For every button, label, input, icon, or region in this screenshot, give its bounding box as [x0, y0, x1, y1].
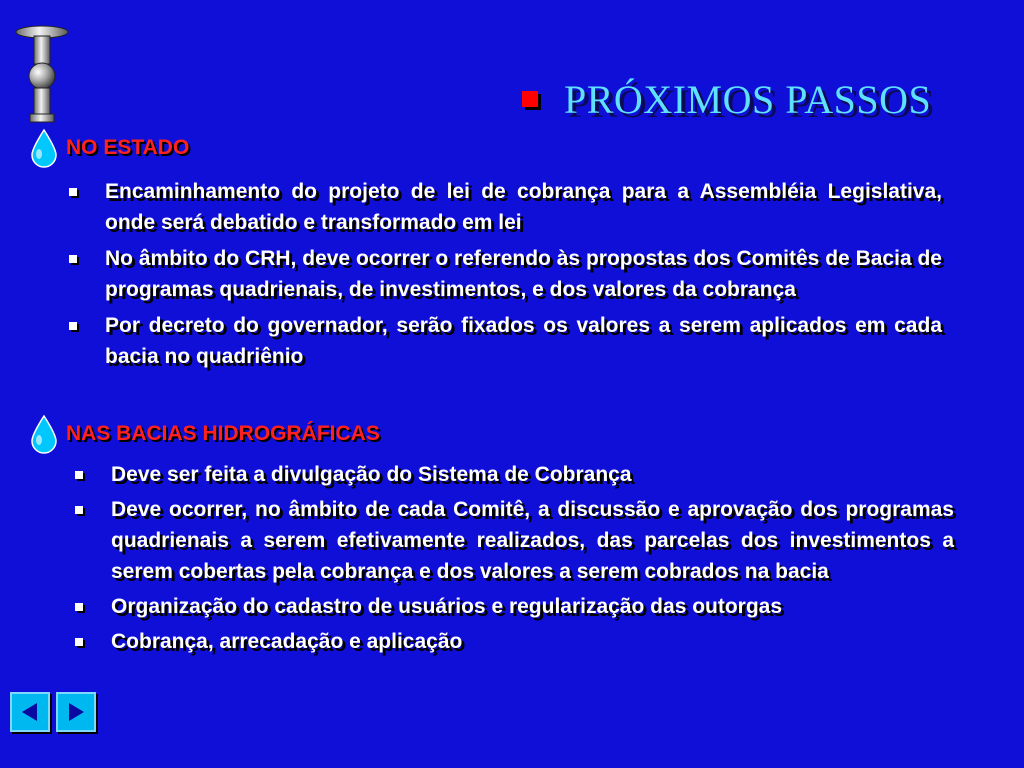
- section-list-bacias: [111, 459, 954, 661]
- next-slide-button[interactable]: [56, 692, 96, 732]
- bullet-square-icon: [75, 638, 83, 646]
- bullet-square-icon: [69, 255, 77, 263]
- title-area: [522, 74, 931, 124]
- list-item: Encaminhamento do projeto de lei de cobrança para a Assembléia Legislativa, onde será debatido e transformado em lei: [105, 176, 942, 238]
- bullet-square-icon: [75, 506, 83, 514]
- list-item: Organização do cadastro de usuários e regularização das outorgas: [111, 591, 954, 622]
- bullet-square-icon: [75, 603, 83, 611]
- bullet-square-icon: [69, 322, 77, 330]
- list-item: Cobrança, arrecadação e aplicação: [111, 626, 954, 657]
- section-heading-label: NO ESTADO: [66, 136, 190, 159]
- list-item: Deve ocorrer, no âmbito de cada Comitê, a discussão e aprovação dos programas quadrienais a serem efetivamente realizados, das parcelas dos investimentos a serem cobertas pela cobrança e dos valores a serem cobrados na bacia: [111, 494, 954, 587]
- arrow-left-icon: [19, 701, 41, 723]
- water-drop-icon: [28, 128, 60, 168]
- section-heading-bacias: [28, 414, 380, 454]
- section-heading-estado: [28, 128, 189, 168]
- bullet-square-icon: [75, 471, 83, 479]
- title-bullet-icon: [522, 91, 538, 107]
- previous-slide-button[interactable]: [10, 692, 50, 732]
- list-item: Deve ser feita a divulgação do Sistema de Cobrança: [111, 459, 954, 490]
- slide-title: PRÓXIMOS PASSOS: [564, 76, 932, 122]
- list-item: No âmbito do CRH, deve ocorrer o referendo às propostas dos Comitês de Bacia de programas quadrienais, de investimentos, e dos valores da cobrança: [105, 243, 942, 305]
- water-drop-icon: [28, 414, 60, 454]
- arrow-right-icon: [65, 701, 87, 723]
- list-item: Por decreto do governador, serão fixados os valores a serem aplicados em cada bacia no quadriênio: [105, 310, 942, 372]
- faucet-icon: [14, 24, 70, 134]
- bullet-square-icon: [69, 188, 77, 196]
- slide-navigation: [10, 692, 96, 732]
- section-list-estado: [105, 176, 942, 377]
- section-heading-label: NAS BACIAS HIDROGRÁFICAS: [66, 422, 380, 445]
